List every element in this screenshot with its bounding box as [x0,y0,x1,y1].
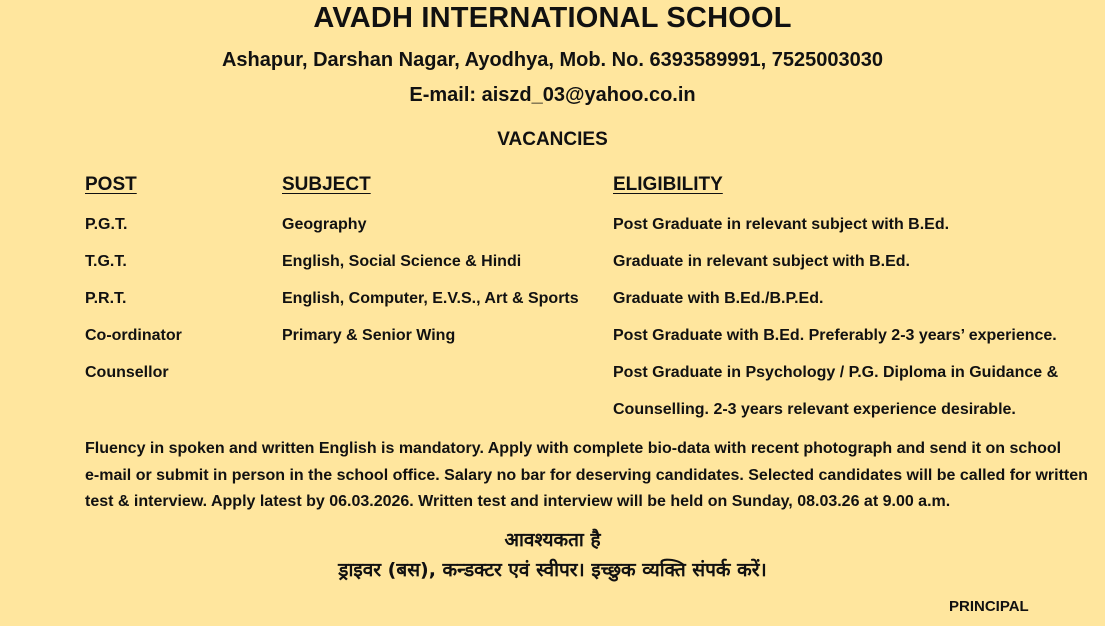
post-cell: P.R.T. [85,290,127,307]
school-address: Ashapur, Darshan Nagar, Ayodhya, Mob. No. 6393589991, 7525003030 [221,49,884,71]
principal-signature: PRINCIPAL [949,598,1029,615]
column-header-post: POST [85,174,137,195]
column-header-subject: SUBJECT [282,174,371,195]
notice-line: Fluency in spoken and written English is mandatory. Apply with complete bio-data with recent photograph and send it on school [85,440,1062,457]
column-header-eligibility: ELIGIBILITY [613,174,723,195]
post-cell: Counsellor [85,364,169,381]
notice-line: e-mail or submit in person in the school office. Salary no bar for deserving candidates. Selected candidates will be called for written [85,466,1088,484]
subject-cell: English, Computer, E.V.S., Art & Sports [282,290,579,307]
subject-cell: Geography [282,216,367,233]
post-cell: Co-ordinator [85,327,182,344]
hindi-heading: आवश्यकता है [504,529,601,551]
notice-line: test & interview. Apply latest by 06.03.2026. Written test and interview will be held on Sunday, 08.03.26 at 9.00 a.m. [85,493,951,510]
eligibility-cell-continued: Counselling. 2-3 years relevant experience desirable. [613,401,1016,418]
eligibility-cell: Graduate with B.Ed./B.P.Ed. [613,290,824,307]
eligibility-cell: Graduate in relevant subject with B.Ed. [613,253,910,270]
post-cell: T.G.T. [85,253,127,270]
post-cell: P.G.T. [85,216,128,233]
subject-cell: English, Social Science & Hindi [282,253,522,270]
eligibility-cell: Post Graduate in Psychology / P.G. Diploma in Guidance & [613,364,1059,381]
subject-cell: Primary & Senior Wing [282,327,456,344]
school-name: AVADH INTERNATIONAL SCHOOL [313,2,792,34]
application-notice [85,436,1095,516]
eligibility-cell: Post Graduate with B.Ed. Preferably 2-3 years’ experience. [613,327,1057,344]
hindi-vacancy-text: ड्राइवर (बस), कन्डक्टर एवं स्वीपर। इच्छुक व्यक्ति संपर्क करें। [338,559,767,581]
vacancies-title: VACANCIES [497,129,608,150]
school-email: E-mail: aiszd_03@yahoo.co.in [409,84,696,106]
eligibility-cell: Post Graduate in relevant subject with B.Ed. [613,216,950,233]
